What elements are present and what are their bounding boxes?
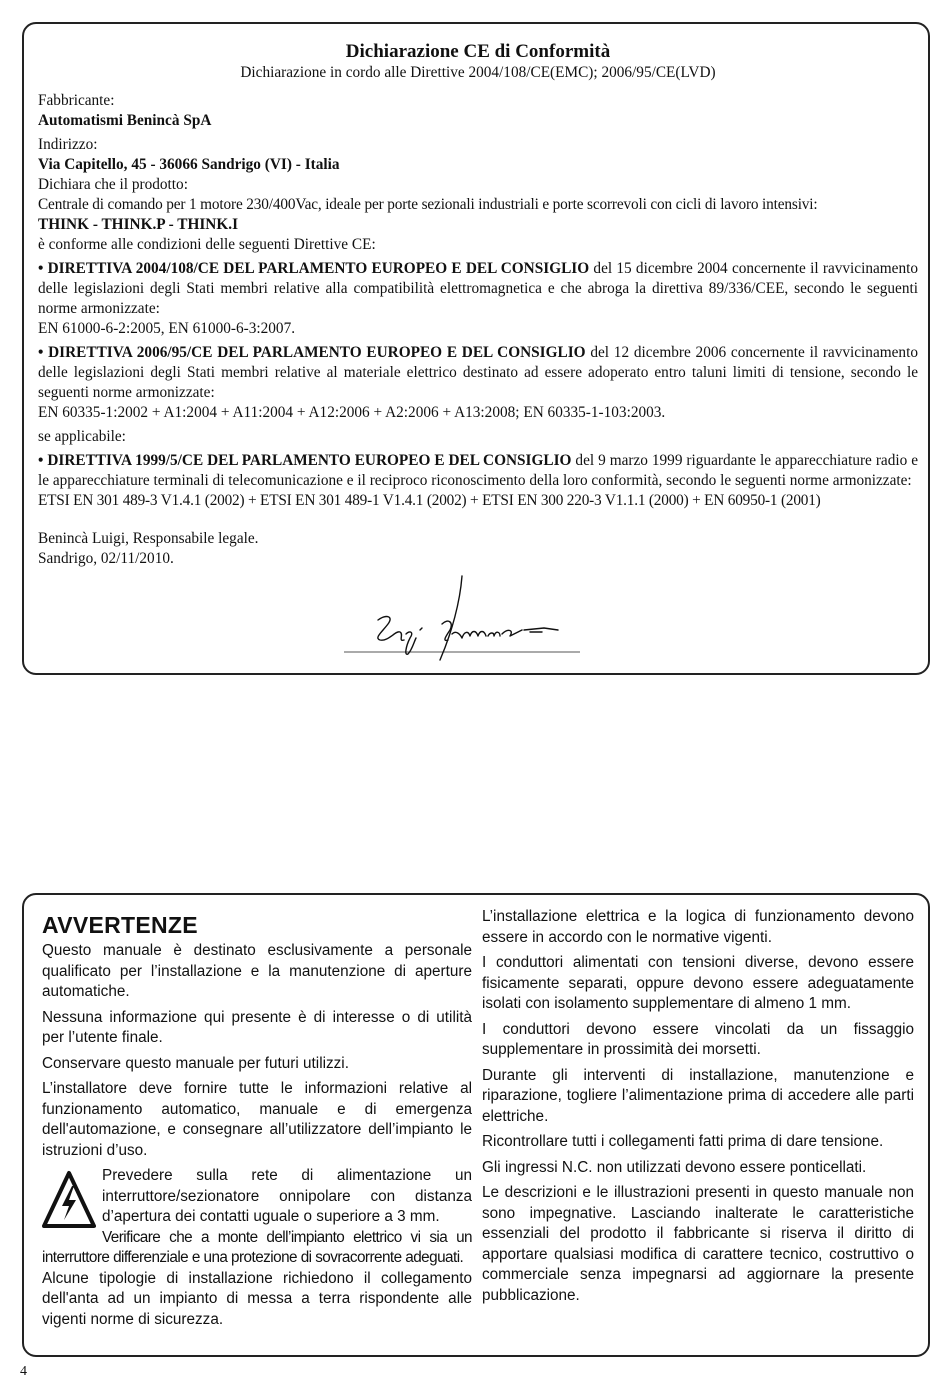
conformity-statement: è conforme alle condizioni delle seguenti Direttive CE: (38, 236, 376, 253)
hazard-warning (42, 1166, 472, 1269)
warning-paragraph: Durante gli interventi di installazione, manutenzione e riparazione, togliere l’alimentazione prima di accedere alle parti elettriche. (482, 1066, 914, 1125)
declaration-subtitle: Dichiarazione in cordo alle Direttive 2004/108/CE(EMC); 2006/95/CE(LVD) (240, 64, 716, 81)
directive-3-norms: ETSI EN 301 489-3 V1.4.1 (2002) + ETSI EN 301 489-1 V1.4.1 (2002) + ETSI EN 300 220-3 V1.1.1 (2000) + EN 60950-1 (2001) (38, 492, 821, 509)
place-date: Sandrigo, 02/11/2010. (38, 550, 174, 567)
declaration-box (22, 22, 930, 675)
directive-3-text: del 9 marzo 1999 riguardante le apparecchiature radio e le apparecchiature terminali di telecomunicazione e il reciproco riconoscimento della loro conformità, secondo le seguenti norme armonizzate: (38, 452, 918, 489)
directive-2-text: del 12 dicembre 2006 concernente il ravvicinamento delle legislazioni degli Stati membri relative al materiale elettrico destinato ad essere adoperato entro taluni limiti di tensione, secondo le seguenti norme armonizzate: (38, 344, 918, 401)
warning-paragraph: Prevedere sulla rete di alimentazione un interruttore/sezionatore onnipolare con distanza d’apertura dei contatti uguale o superiore a 3 mm. (102, 1167, 472, 1225)
warnings-title: AVVERTENZE (42, 912, 198, 938)
directive-2-norms: EN 60335-1:2002 + A1:2004 + A11:2004 + A12:2006 + A2:2006 + A13:2008; EN 60335-1-103:2003. (38, 404, 666, 421)
manufacturer-label: Fabbricante: (38, 92, 115, 109)
warning-paragraph: L’installazione elettrica e la logica di funzionamento devono essere in accordo con le normative vigenti. (482, 908, 914, 946)
electrical-hazard-icon (42, 1170, 96, 1230)
product-names: THINK - THINK.P - THINK.I (38, 216, 239, 233)
directive-2-title: • DIRETTIVA 2006/95/CE DEL PARLAMENTO EUROPEO E DEL CONSIGLIO (38, 344, 586, 361)
directive-1-text: del 15 dicembre 2004 concernente il ravvicinamento delle legislazioni degli Stati membri relative alla compatibilità elettromagnetica e che abroga la direttiva 89/336/CEE, secondo le seguenti norme armonizzate: (38, 260, 918, 317)
signer-name: Benincà Luigi, Responsabile legale. (38, 530, 259, 547)
directive-3 (38, 451, 918, 491)
declaration-title: Dichiarazione CE di Conformità (345, 41, 611, 62)
declaration-content (38, 41, 918, 569)
warning-paragraph: Nessuna informazione qui presente è di interesse o di utilità per l’utente finale. (42, 1008, 472, 1046)
warning-paragraph: Gli ingressi N.C. non utilizzati devono essere ponticellati. (482, 1158, 867, 1176)
directive-1-title: • DIRETTIVA 2004/108/CE DEL PARLAMENTO EUROPEO E DEL CONSIGLIO (38, 260, 590, 277)
address-value: Via Capitello, 45 - 36066 Sandrigo (VI) - Italia (38, 156, 340, 173)
declares-label: Dichiara che il prodotto: (38, 176, 188, 193)
warning-paragraph: Verificare che a monte dell’impianto elettrico vi sia un interruttore differenziale e una protezione di sovracorrente adeguati. (42, 1228, 472, 1266)
warning-paragraph: Ricontrollare tutti i collegamenti fatti prima di dare tensione. (482, 1133, 884, 1150)
warnings-left-column (42, 907, 472, 1335)
warning-paragraph: L’installatore deve fornire tutte le informazioni relative al funzionamento automatico, manuale e di emergenza dell'automazione, e consegnare all’utilizzatore dell’impianto le istruzioni d’uso. (42, 1080, 472, 1159)
page-number: 4 (20, 1364, 27, 1379)
signature-image (344, 572, 584, 662)
warning-paragraph: Conservare questo manuale per futuri utilizzi. (42, 1054, 349, 1072)
directive-2 (38, 343, 918, 403)
warning-paragraph: Le descrizioni e le illustrazioni presenti in questo manuale non sono impegnative. Lasciando inalterate le caratteristiche essenziali del prodotto il fabbricante si riserva il diritto di apportare qualsiasi modifica di carattere tecnico, costruttivo o commerciale senza impegnarsi ad aggiornare la presente pubblicazione. (482, 1184, 914, 1304)
warnings-box (22, 893, 930, 1357)
warning-paragraph: Alcune tipologie di installazione richiedono il collegamento dell'anta ad un impianto di messa a terra rispondente alle vigenti norme di sicurezza. (42, 1269, 472, 1328)
warning-paragraph: I conduttori devono essere vincolati da un fissaggio supplementare in prossimità dei morsetti. (482, 1020, 914, 1058)
warnings-right-column (482, 907, 914, 1311)
directive-1 (38, 259, 918, 319)
warning-paragraph: I conduttori alimentati con tensioni diverse, devono essere fisicamente separati, oppure devono essere adeguatamente isolati con isolamento supplementare di almeno 1 mm. (482, 954, 914, 1012)
manufacturer-name: Automatismi Benincà SpA (38, 112, 212, 129)
if-applicable: se applicabile: (38, 428, 126, 445)
product-description: Centrale di comando per 1 motore 230/400Vac, ideale per porte sezionali industriali e porte scorrevoli con cicli di lavoro intensivi: (38, 196, 818, 213)
warning-paragraph: Questo manuale è destinato esclusivamente a personale qualificato per l’installazione e la manutenzione di aperture automatiche. (42, 942, 472, 1000)
directive-1-norms: EN 61000-6-2:2005, EN 61000-6-3:2007. (38, 320, 296, 337)
directive-3-title: • DIRETTIVA 1999/5/CE DEL PARLAMENTO EUROPEO E DEL CONSIGLIO (38, 452, 572, 469)
address-label: Indirizzo: (38, 136, 98, 153)
